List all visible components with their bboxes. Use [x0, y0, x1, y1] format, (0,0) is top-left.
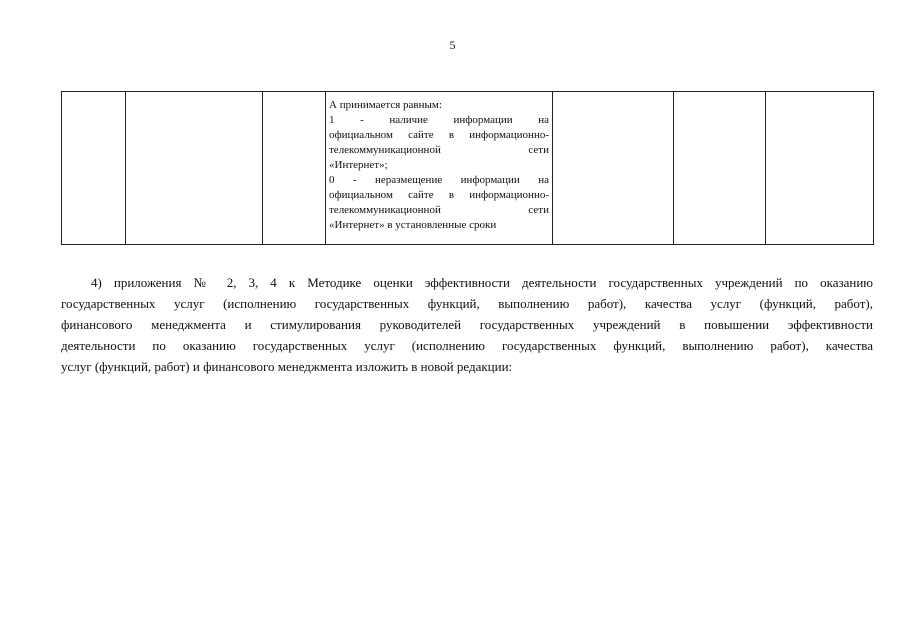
- cell-line: официальном сайте в информационно-: [329, 129, 549, 141]
- table-row: [62, 92, 874, 245]
- paragraph-line: государственных услуг (исполнению государственных функций, выполнению работ), качества услуг (функций, работ),: [61, 296, 873, 311]
- body-paragraph: [61, 272, 873, 377]
- cell-line: 1 - наличие информации на: [329, 114, 549, 126]
- page-number: 5: [449, 38, 456, 52]
- table-cell-empty-6: [674, 92, 766, 245]
- paragraph-line: деятельности по оказанию государственных услуг (исполнению государственных функций, выполнению работ), качества: [61, 338, 873, 353]
- cell-line: А принимается равным:: [329, 99, 442, 111]
- cell-line: 0 - неразмещение информации на: [329, 174, 549, 186]
- paragraph-line: финансового менеджмента и стимулирования руководителей государственных учреждений в повышении эффективности: [61, 317, 873, 332]
- criteria-table: [61, 91, 874, 245]
- table-cell-empty-1: [62, 92, 126, 245]
- cell-line: «Интернет» в установленные сроки: [329, 219, 497, 231]
- cell-line: телекоммуникационной сети: [329, 204, 549, 216]
- table-cell-criteria-text: [326, 92, 553, 245]
- table-cell-empty-3: [263, 92, 326, 245]
- table-cell-empty-2: [126, 92, 263, 245]
- paragraph-line: услуг (функций, работ) и финансового менеджмента изложить в новой редакции:: [61, 359, 513, 374]
- paragraph-line: 4) приложения № 2, 3, 4 к Методике оценки эффективности деятельности государственных учреждений по оказанию: [91, 275, 873, 290]
- table-cell-empty-5: [553, 92, 674, 245]
- table-cell-empty-7: [766, 92, 874, 245]
- cell-line: «Интернет»;: [329, 159, 388, 171]
- cell-line: официальном сайте в информационно-: [329, 189, 549, 201]
- cell-line: телекоммуникационной сети: [329, 144, 549, 156]
